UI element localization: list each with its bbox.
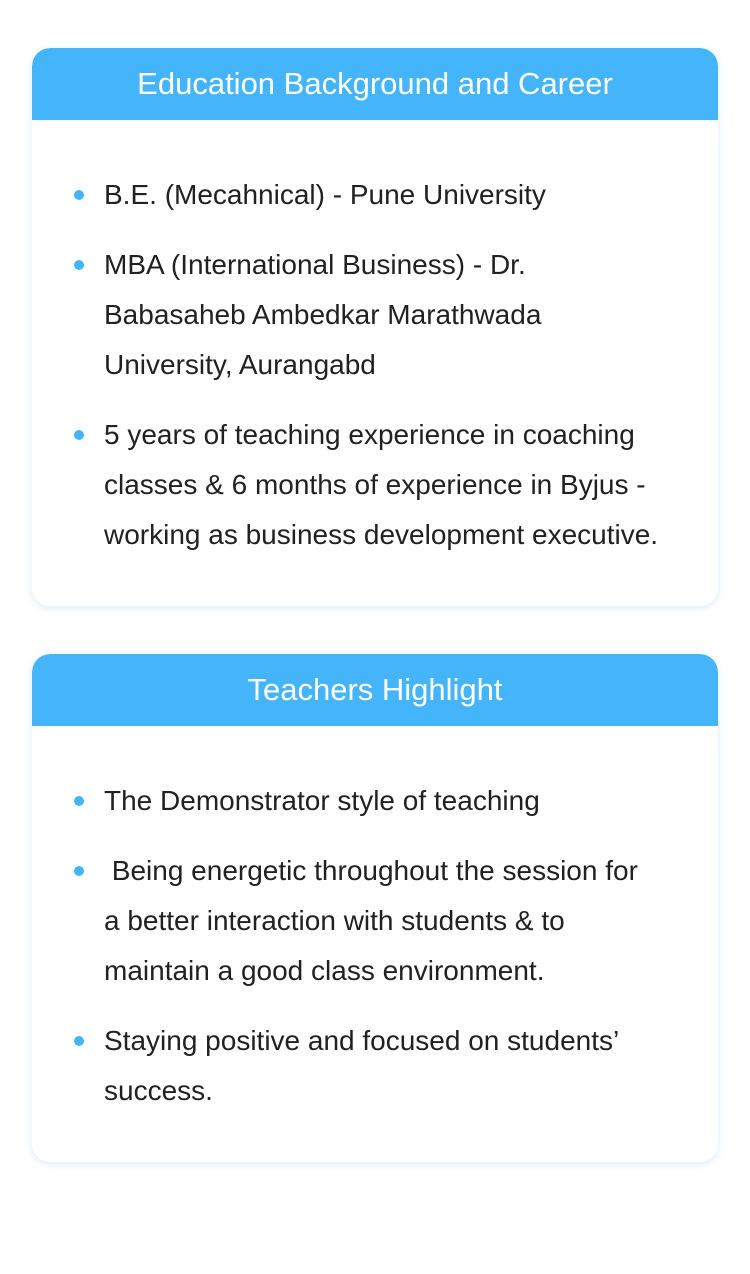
- list-item-line: maintain a good class environment.: [104, 955, 545, 986]
- education-list: [32, 120, 718, 560]
- list-item-line: a better interaction with students & to: [104, 905, 565, 936]
- list-item: [74, 410, 698, 560]
- list-item-line: The Demonstrator style of teaching: [104, 785, 540, 816]
- list-item-line: 5 years of teaching experience in coaching: [104, 419, 635, 450]
- bullet-dot-icon: [74, 190, 84, 200]
- bullet-dot-icon: [74, 796, 84, 806]
- list-item: [74, 240, 698, 390]
- education-card-title: Education Background and Career: [32, 48, 718, 120]
- list-item-line: MBA (International Business) - Dr.: [104, 249, 526, 280]
- list-item-line: classes & 6 months of experience in Byjus -: [104, 469, 646, 500]
- list-item: [74, 1016, 698, 1116]
- bullet-dot-icon: [74, 866, 84, 876]
- list-item: [74, 170, 698, 220]
- highlights-card: [32, 654, 718, 1162]
- list-item-line: Being energetic throughout the session for: [104, 855, 638, 886]
- list-item-line: success.: [104, 1075, 213, 1106]
- list-item-line: Staying positive and focused on students’: [104, 1025, 620, 1056]
- list-item-line: B.E. (Mecahnical) - Pune University: [104, 179, 546, 210]
- highlights-card-title: Teachers Highlight: [32, 654, 718, 726]
- highlights-list: [32, 726, 718, 1116]
- list-item-line: University, Aurangabd: [104, 349, 376, 380]
- bullet-dot-icon: [74, 260, 84, 270]
- bullet-dot-icon: [74, 1036, 84, 1046]
- list-item-line: working as business development executive.: [104, 519, 659, 550]
- education-card: [32, 48, 718, 606]
- list-item: [74, 846, 698, 996]
- bullet-dot-icon: [74, 430, 84, 440]
- list-item-line: Babasaheb Ambedkar Marathwada: [104, 299, 542, 330]
- list-item: [74, 776, 698, 826]
